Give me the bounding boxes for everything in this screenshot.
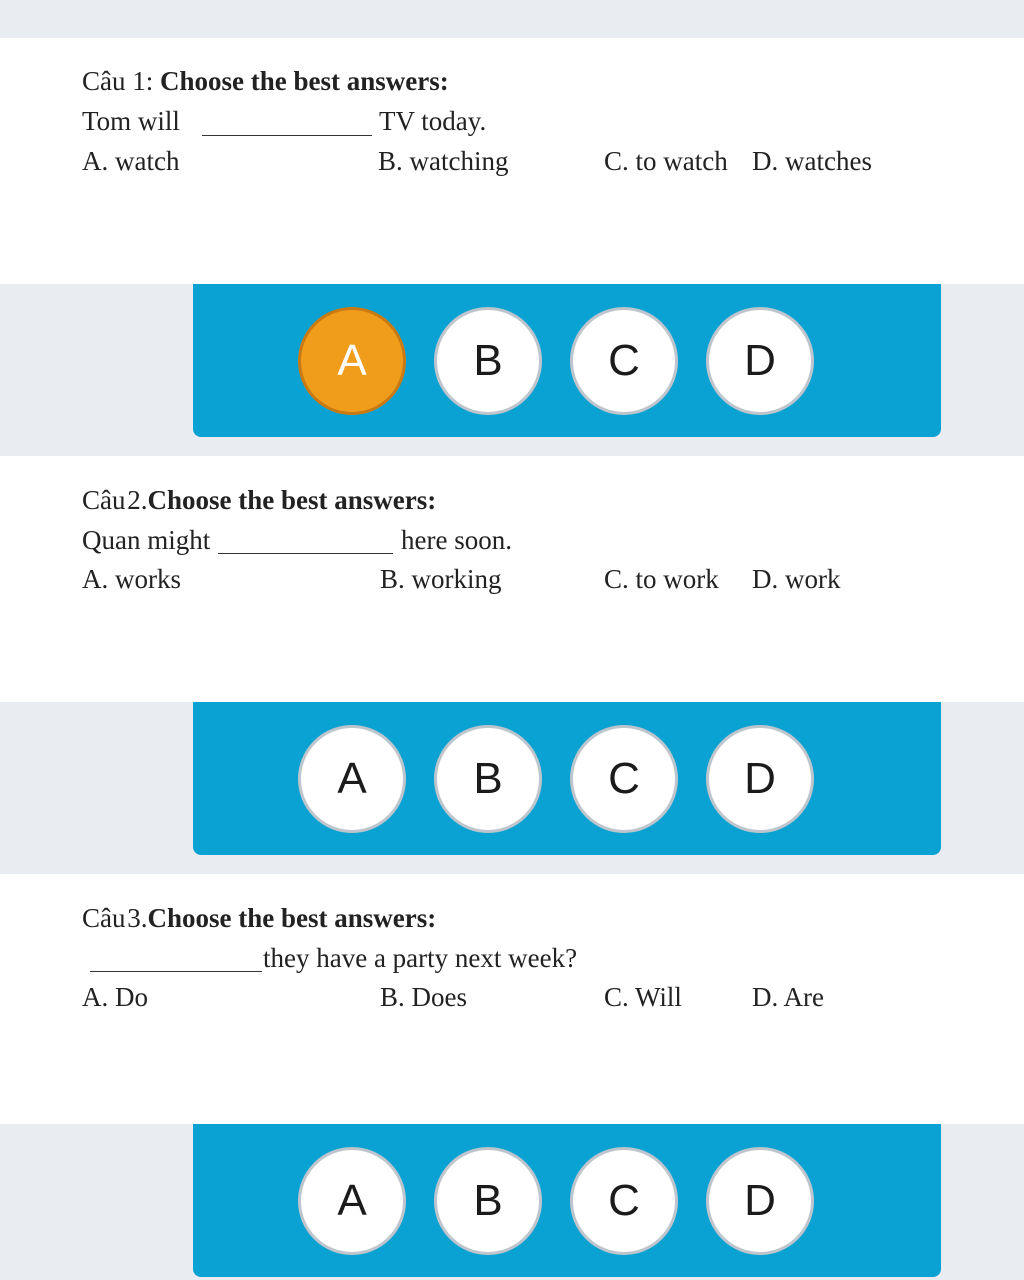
question-stem-after: they have a party next week?: [263, 943, 578, 973]
answer-blank: [218, 553, 393, 554]
question-stem-after: TV today.: [379, 106, 487, 136]
question-card-3: [0, 874, 1024, 1124]
question-label: Câu: [82, 485, 126, 515]
option-a-text: A. watch: [82, 146, 180, 176]
question-number: 1:: [132, 66, 154, 96]
question-stem-before: Tom will: [82, 106, 180, 136]
question-instruction: Choose the best answers:: [147, 485, 437, 515]
option-a-text: A. Do: [82, 982, 148, 1012]
option-d-text: D. watches: [752, 146, 872, 176]
option-b-text: B. Does: [380, 982, 467, 1012]
answer-button-c[interactable]: C: [570, 1147, 678, 1255]
question-card-2: [0, 456, 1024, 702]
option-d-text: D. work: [752, 564, 841, 594]
answer-button-b[interactable]: B: [434, 1147, 542, 1255]
answer-blank: [90, 971, 262, 972]
question-label: Câu: [82, 903, 126, 933]
option-d-text: D. Are: [752, 982, 824, 1012]
answer-button-c[interactable]: C: [570, 725, 678, 833]
answer-button-d[interactable]: D: [706, 725, 814, 833]
answer-button-b[interactable]: B: [434, 307, 542, 415]
question-card-1: [0, 38, 1024, 284]
option-b-text: B. working: [380, 564, 502, 594]
answer-button-a[interactable]: A: [298, 1147, 406, 1255]
question-stem-after: here soon.: [401, 525, 512, 555]
question-number: 3.: [127, 903, 148, 933]
answer-panel-1: [193, 284, 941, 437]
option-a-text: A. works: [82, 564, 181, 594]
question-title-1: [82, 68, 449, 95]
question-instruction: Choose the best answers:: [160, 66, 449, 96]
answer-button-a[interactable]: A: [298, 307, 406, 415]
question-number: 2.: [127, 485, 148, 515]
answer-button-c[interactable]: C: [570, 307, 678, 415]
question-instruction: Choose the best answers:: [147, 903, 437, 933]
option-c-text: C. to work: [604, 564, 719, 594]
question-label: Câu: [82, 66, 126, 96]
answer-button-d[interactable]: D: [706, 307, 814, 415]
question-stem-before: Quan might: [82, 525, 211, 555]
option-c-text: C. Will: [604, 982, 682, 1012]
answer-button-a[interactable]: A: [298, 725, 406, 833]
answer-blank: [202, 135, 372, 136]
question-title-2: [82, 487, 436, 514]
question-title-3: [82, 905, 436, 932]
answer-button-b[interactable]: B: [434, 725, 542, 833]
answer-panel-3: [193, 1124, 941, 1277]
option-b-text: B. watching: [378, 146, 509, 176]
option-c-text: C. to watch: [604, 146, 728, 176]
answer-panel-2: [193, 702, 941, 855]
answer-button-d[interactable]: D: [706, 1147, 814, 1255]
